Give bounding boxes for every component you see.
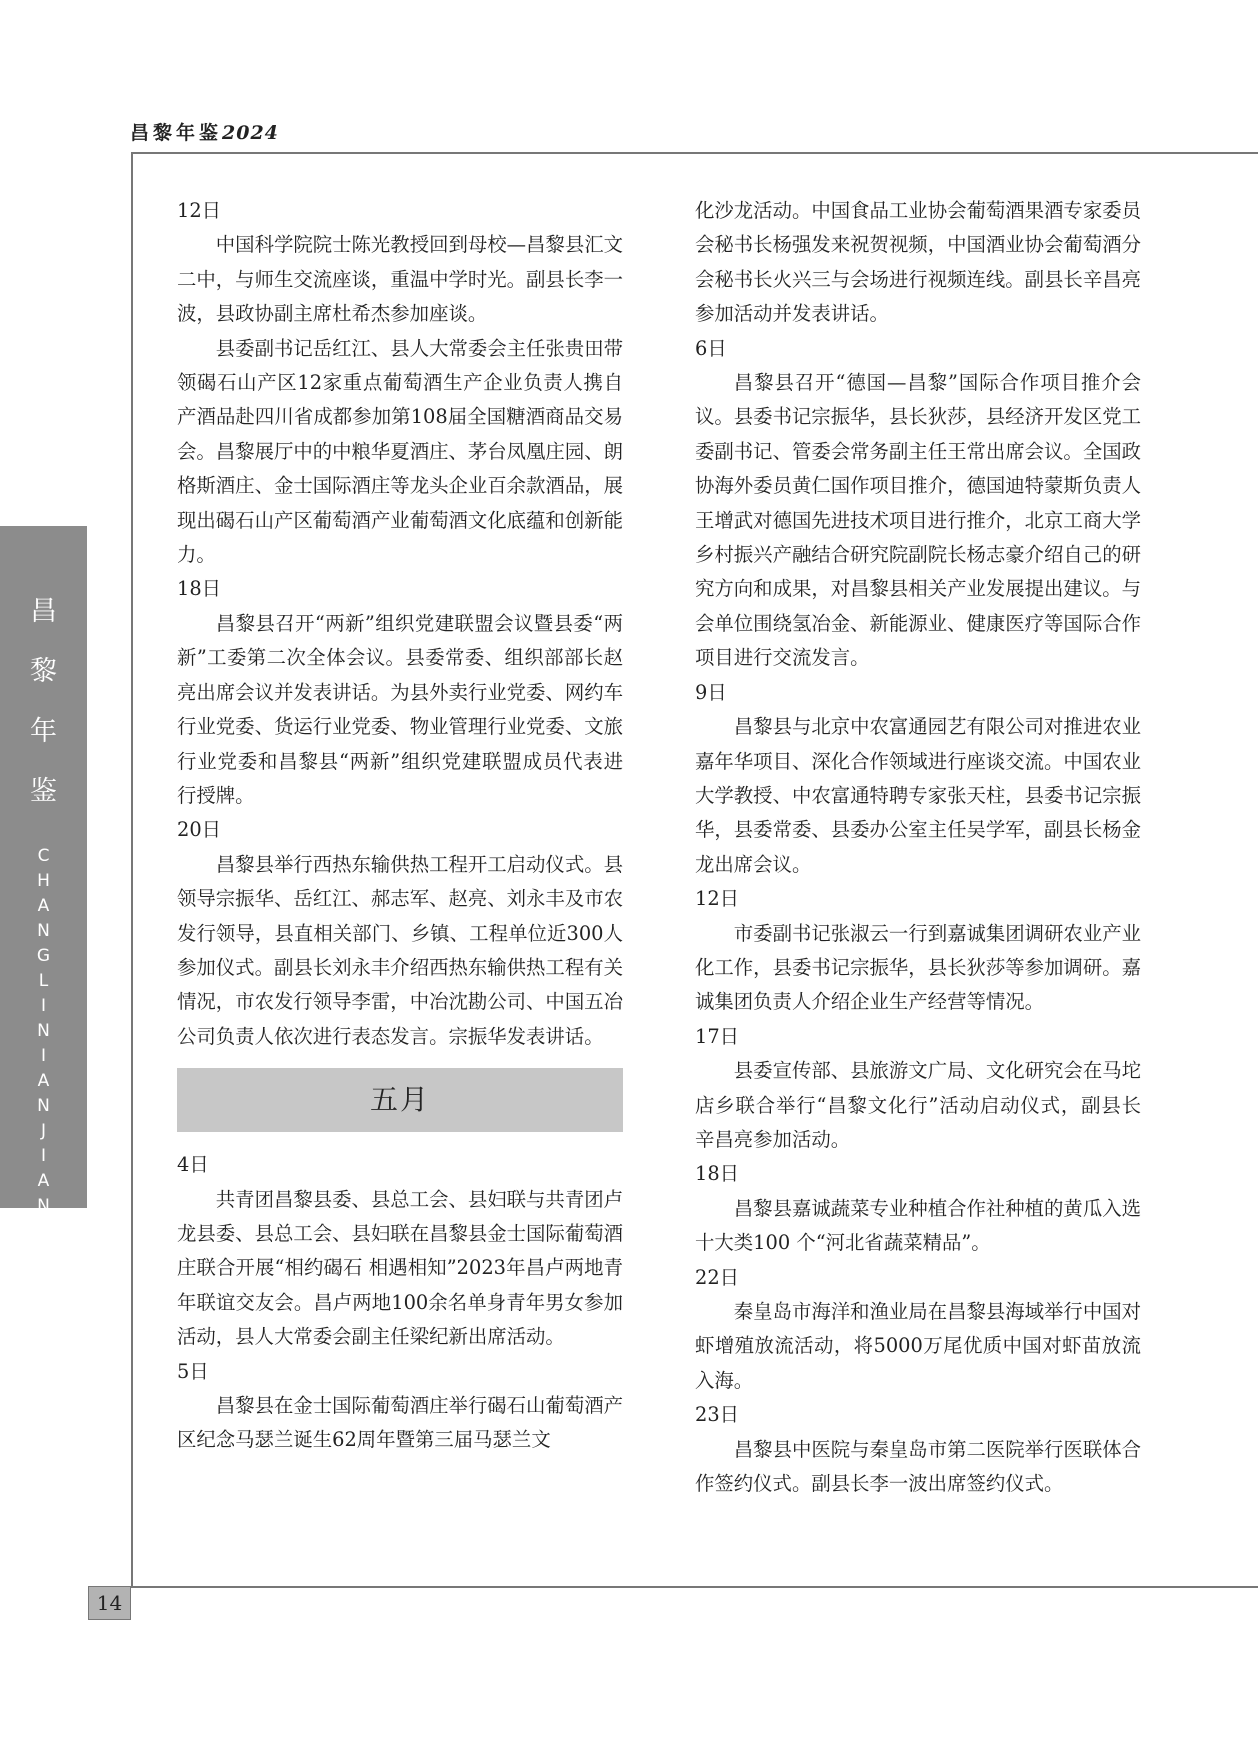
right-column	[695, 194, 1141, 1501]
side-tab-en-char: H	[37, 871, 50, 891]
entry-date: 23日	[695, 1403, 740, 1427]
side-tab-en-char: N	[37, 1021, 50, 1041]
entry-date: 20日	[177, 818, 222, 842]
side-tab-en-char: J	[40, 1121, 46, 1141]
entry-date: 22日	[695, 1265, 740, 1289]
month-heading: 五月	[177, 1068, 623, 1132]
entry-paragraph: 县委宣传部、县旅游文广局、文化研究会在马坨店乡联合举行“昌黎文化行”活动启动仪式，副县长辛昌亮参加活动。	[695, 1059, 1141, 1151]
entry-date: 12日	[177, 199, 222, 222]
side-tab-en-char: A	[37, 896, 50, 916]
side-tab-en-char: A	[37, 1071, 50, 1091]
entry-date: 18日	[177, 577, 222, 601]
entry-paragraph: 县委副书记岳红江、县人大常委会主任张贵田带领碣石山产区12家重点葡萄酒生产企业负责人携自产酒品赴四川省成都参加第108届全国糖酒商品交易会。昌黎展厅中的中粮华夏酒庄、茅台凤凰庄园、朗格斯酒庄、金士国际酒庄等龙头企业百余款酒品，展现出碣石山产区葡萄酒产业葡萄酒文化底蕴和创新能力。	[177, 336, 623, 567]
entry-date: 5日	[177, 1359, 209, 1383]
left-column	[177, 194, 623, 1458]
page-number: 14	[88, 1586, 131, 1620]
entry-paragraph: 昌黎县中医院与秦皇岛市第二医院举行医联体合作签约仪式。副县长李一波出席签约仪式。	[695, 1437, 1141, 1496]
entry-paragraph: 昌黎县在金士国际葡萄酒庄举行碣石山葡萄酒产区纪念马瑟兰诞生62周年暨第三届马瑟兰文	[177, 1394, 623, 1452]
side-tab-en-char: N	[37, 1196, 50, 1216]
running-header	[130, 118, 279, 145]
side-tab-en-char: G	[36, 946, 51, 966]
side-tab-en-char: I	[40, 1046, 46, 1066]
entry-paragraph: 市委副书记张淑云一行到嘉诚集团调研农业产业化工作，县委书记宗振华，县长狄莎等参加调研。嘉诚集团负责人介绍企业生产经营等情况。	[695, 921, 1141, 1014]
side-tab-cn-char: 鉴	[30, 776, 57, 807]
entry-date: 18日	[695, 1162, 740, 1186]
side-tab	[0, 526, 87, 1216]
entry-paragraph: 共青团昌黎县委、县总工会、县妇联与共青团卢龙县委、县总工会、县妇联在昌黎县金士国际葡萄酒庄联合开展“相约碣石 相遇相知”2023年昌卢两地青年联谊交友会。昌卢两地100余名单身青年男女参加活动，县人大常委会副主任梁纪新出席活动。	[177, 1187, 623, 1349]
entry-paragraph: 昌黎县召开“德国—昌黎”国际合作项目推介会议。县委书记宗振华，县长狄莎，县经济开发区党工委副书记、管委会常务副主任王常出席会议。全国政协海外委员黄仁国作项目推介，德国迪特蒙斯负责人王增武对德国先进技术项目进行推介，北京工商大学乡村振兴产融结合研究院副院长杨志豪介绍自己的研究方向和成果，对昌黎县相关产业发展提出建议。与会单位围绕氢冶金、新能源业、健康医疗等国际合作项目进行交流发言。	[695, 371, 1141, 670]
entry-date: 17日	[695, 1024, 740, 1048]
side-tab-en-char: N	[37, 1096, 50, 1116]
side-tab-en-char: L	[38, 971, 49, 991]
entry-paragraph: 秦皇岛市海洋和渔业局在昌黎县海域举行中国对虾增殖放流活动，将5000万尾优质中国对虾苗放流入海。	[695, 1300, 1141, 1392]
header-year: 2024	[222, 122, 279, 144]
side-tab-en-char: N	[37, 921, 50, 941]
entry-date: 12日	[695, 887, 740, 911]
entry-date: 9日	[695, 680, 727, 704]
side-tab-en-char: I	[40, 1146, 46, 1166]
entry-date: 6日	[695, 336, 727, 360]
continued-paragraph: 化沙龙活动。中国食品工业协会葡萄酒果酒专家委员会秘书长杨强发来祝贺视频，中国酒业协会葡萄酒分会秘书长火兴三与会场进行视频连线。副县长辛昌亮参加活动并发表讲话。	[695, 199, 1141, 326]
entry-date: 4日	[177, 1153, 209, 1177]
entry-paragraph: 昌黎县召开“两新”组织党建联盟会议暨县委“两新”工委第二次全体会议。县委常委、组织部部长赵亮出席会议并发表讲话。为县外卖行业党委、网约车行业党委、货运行业党委、物业管理行业党委、文旅行业党委和昌黎县“两新”组织党建联盟成员代表进行授牌。	[177, 611, 623, 807]
header-title: 昌黎年鉴	[130, 122, 223, 144]
entry-paragraph: 昌黎县举行西热东输供热工程开工启动仪式。县领导宗振华、岳红江、郝志军、赵亮、刘永丰及市农发行领导，县直相关部门、乡镇、工程单位近300人参加仪式。副县长刘永丰介绍西热东输供热工程有关情况，市农发行领导李雷，中冶沈勘公司、中国五冶公司负责人依次进行表态发言。宗振华发表讲话。	[177, 852, 623, 1048]
entry-paragraph: 昌黎县嘉诚蔬菜专业种植合作社种植的黄瓜入选十大类100 个“河北省蔬菜精品”。	[695, 1196, 1141, 1255]
side-tab-en-char: I	[40, 996, 46, 1016]
entry-paragraph: 中国科学院院士陈光教授回到母校—昌黎县汇文二中，与师生交流座谈，重温中学时光。副县长李一波，县政协副主席杜希杰参加座谈。	[177, 233, 623, 326]
side-tab-cn-char: 昌	[30, 596, 57, 627]
side-tab-cn-char: 年	[30, 716, 57, 747]
entry-paragraph: 昌黎县与北京中农富通园艺有限公司对推进农业嘉年华项目、深化合作领域进行座谈交流。中国农业大学教授、中农富通特聘专家张天柱，县委书记宗振华，县委常委、县委办公室主任吴学军，副县长杨金龙出席会议。	[695, 715, 1141, 876]
side-tab-cn-char: 黎	[30, 656, 57, 687]
side-tab-en-char: C	[37, 846, 50, 866]
side-tab-en-char: A	[37, 1171, 50, 1191]
